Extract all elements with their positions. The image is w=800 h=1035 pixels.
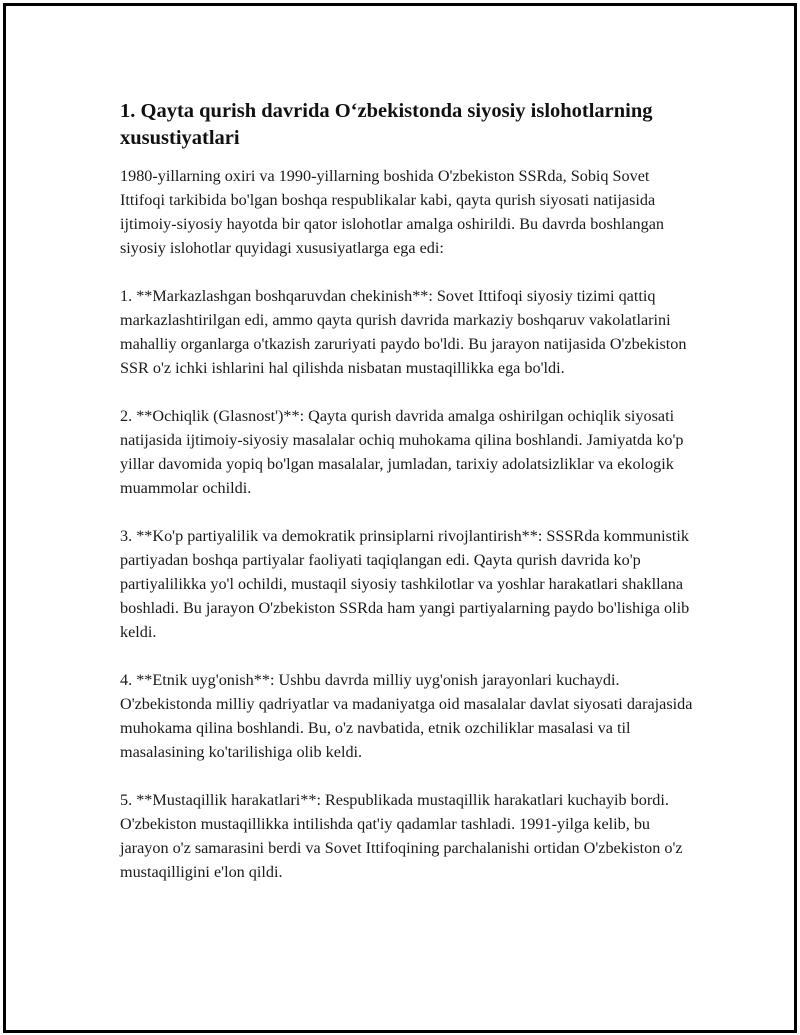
document-body [120,98,695,884]
page-frame [3,3,797,1033]
point-1-paragraph: 1. **Markazlashgan boshqaruvdan chekinish**: Sovet Ittifoqi siyosiy tizimi qattiq markazlashtirilgan edi, ammo qayta qurish davrida markaziy boshqaruv vakolatlarini mahalliy organlarga o'tkazish zaruriyati paydo bo'ldi. Bu jarayon natijasida O'zbekiston SSR o'z ichki ishlarini hal qilishda nisbatan mustaqillikka ega bo'ldi. [120,287,687,377]
point-4-paragraph: 4. **Etnik uyg'onish**: Ushbu davrda milliy uyg'onish jarayonlari kuchaydi. O'zbekistonda milliy qadriyatlar va madaniyatga oid masalalar davlat siyosati darajasida muhokama qilina boshlandi. Bu, o'z navbatida, etnik ozchiliklar masalasi va til masalasining ko'tarilishiga olib keldi. [120,671,693,761]
point-5-paragraph: 5. **Mustaqillik harakatlari**: Respublikada mustaqillik harakatlari kuchayib bordi. O'zbekiston mustaqillikka intilishda qat'iy qadamlar tashladi. 1991-yilga kelib, bu jarayon o'z samarasini berdi va Sovet Ittifoqining parchalanishi ortidan O'zbekiston o'z mustaqilligini e'lon qildi. [120,791,683,881]
point-2-paragraph: 2. **Ochiqlik (Glasnost')**: Qayta qurish davrida amalga oshirilgan ochiqlik siyosati natijasida ijtimoiy-siyosiy masalalar ochiq muhokama qilina boshlandi. Jamiyatda ko'p yillar davomida yopiq bo'lgan masalalar, jumladan, tarixiy adolatsizliklar va ekologik muammolar ochildi. [120,407,684,497]
document-title: 1. Qayta qurish davrida O‘zbekistonda siyosiy islohotlarning xusustiyatlari [120,100,653,149]
intro-paragraph: 1980-yillarning oxiri va 1990-yillarning boshida O'zbekiston SSRda, Sobiq Sovet Ittifoqi tarkibida bo'lgan boshqa respublikalar kabi, qayta qurish siyosati natijasida ijtimoiy-siyosiy hayotda bir qator islohotlar amalga oshirildi. Bu davrda boshlangan siyosiy islohotlar quyidagi xususiyatlarga ega edi: [120,167,664,257]
point-3-paragraph: 3. **Ko'p partiyalilik va demokratik prinsiplarni rivojlantirish**: SSSRda kommunistik partiyadan boshqa partiyalar faoliyati taqiqlangan edi. Qayta qurish davrida ko'p partiyalilikka yo'l ochildi, mustaqil siyosiy tashkilotlar va yoshlar harakatlari shakllana boshladi. Bu jarayon O'zbekiston SSRda ham yangi partiyalarning paydo bo'lishiga olib keldi. [120,527,690,641]
